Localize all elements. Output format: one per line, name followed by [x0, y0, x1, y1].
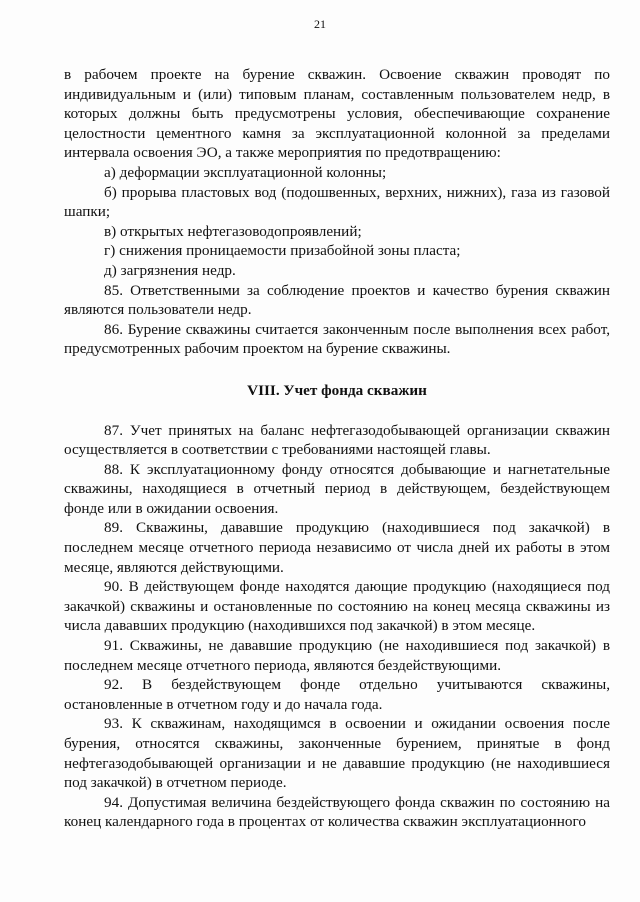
document-body — [64, 65, 610, 832]
page-number: 21 — [314, 17, 326, 31]
paragraph: 94. Допустимая величина бездействующего фонда скважин по состоянию на конец календарного года в процентах от количества скважин эксплуатационного — [64, 793, 610, 831]
paragraph: в рабочем проекте на бурение скважин. Освоение скважин проводят по индивидуальным и (или) типовым планам, составленным пользователем недр, в которых должны быть предусмотрены условия, обеспечивающие сохранение целостности цементного камня за эксплуатационной колонной за пределами интервала освоения ЭО, а также мероприятия по предотвращению: — [64, 66, 610, 162]
paragraph: 91. Скважины, не дававшие продукцию (не находившиеся под закачкой) в последнем месяце отчетного периода, являются бездействующими. — [64, 637, 610, 674]
paragraphs-after-heading — [64, 421, 610, 832]
paragraph: 85. Ответственными за соблюдение проектов и качество бурения скважин являются пользователи недр. — [64, 281, 610, 319]
paragraph: 87. Учет принятых на баланс нефтегазодобывающей организации скважин осуществляется в соответствии с требованиями настоящей главы. — [64, 421, 610, 459]
section-heading: VIII. Учет фонда скважин — [247, 381, 427, 399]
paragraph: в) открытых нефтегазоводопроявлений; — [104, 222, 362, 240]
paragraph: 88. К эксплуатационному фонду относятся добывающие и нагнетательные скважины, находящиеся в отчетный период в действующем, бездействующем фонде или в ожидании освоения. — [64, 460, 610, 517]
paragraph: 90. В действующем фонде находятся дающие продукцию (находящиеся под закачкой) скважины и остановленные по состоянию на конец месяца скважины из числа дававших продукцию (находившихся под закачкой) в этом месяце. — [64, 578, 610, 635]
paragraph: 89. Скважины, дававшие продукцию (находившиеся под закачкой) в последнем месяце отчетного периода независимо от числа дней их работы в этом месяце, являются действующими. — [64, 519, 610, 576]
paragraph: б) прорыва пластовых вод (подошвенных, верхних, нижних), газа из газовой шапки; — [64, 183, 610, 221]
paragraph: а) деформации эксплуатационной колонны; — [104, 163, 387, 181]
paragraph: 92. В бездействующем фонде отдельно учитываются скважины, остановленные в отчетном году и до начала года. — [64, 676, 610, 713]
paragraph: 93. К скважинам, находящимся в освоении и ожидании освоения после бурения, относятся скважины, законченные бурением, принятые в фонд нефтегазодобывающей организации и не дававшие продукцию (не находившиеся под закачкой) в отчетном периоде. — [64, 715, 610, 792]
paragraph: 86. Бурение скважины считается законченным после выполнения всех работ, предусмотренных рабочим проектом на бурение скважины. — [64, 320, 610, 358]
paragraph: д) загрязнения недр. — [104, 261, 236, 279]
paragraphs-before-heading — [64, 65, 610, 359]
paragraph: г) снижения проницаемости призабойной зоны пласта; — [104, 242, 461, 260]
